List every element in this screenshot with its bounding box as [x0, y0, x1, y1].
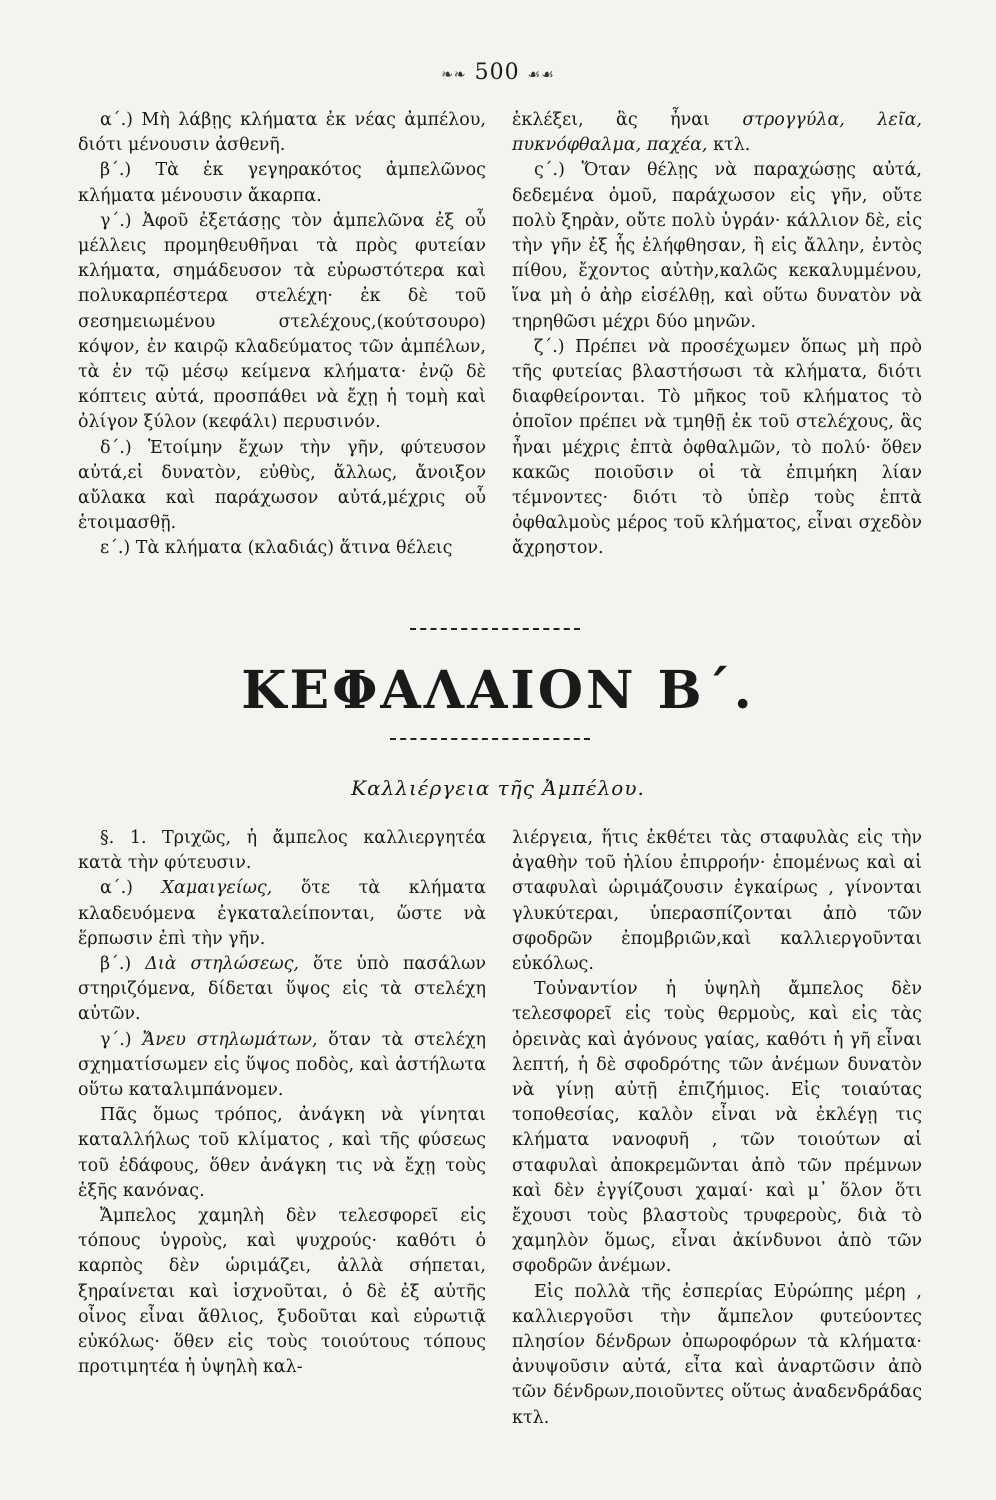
chapter-subtitle: Καλλιέργεια τῆς Ἀμπέλου. [351, 776, 645, 800]
italic-text: Χαμαιγείως, [161, 878, 273, 899]
text-run: ὅτε τὰ κλήματα κλαδευόμενα ἐγκαταλείπονται, ὥστε νὰ ἕρπωσιν ἐπὶ τὴν γῆν. [78, 878, 486, 949]
paragraph: γ΄.) Ἀφοῦ ἐξετάσῃς τὸν ἀμπελῶνα ἐξ οὗ μέλλεις προμηθευθῆναι τὰ πρὸς φυτείαν κλήματα, σημάδευσον τὰ εὐρωστότερα καὶ πολυκαρπέστερα στελέχη· ἐκ δὲ τοῦ σεσημειωμένου στελέχους,(κούτσουρο) κόψον, ἐν καιρῷ κλαδεύματος τῶν ἀμπέλων, τὰ ἐν τῷ μέσῳ κείμενα κλήματα· ἐνῷ δὲ κόπτεις αὐτά, προσπάθει νὰ ἔχῃ ἡ τομὴ καὶ ὀλίγον ξύλον (κεφάλι) περυσινόν. [78, 210, 486, 433]
paragraph: ς΄.) Ὅταν θέλῃς νὰ παραχώσῃς αὐτά, δεδεμένα ὁμοῦ, παράχωσον εἰς γῆν, οὔτε πολὺ ξηρὰν, οὔτε πολὺ ὑγράν· κάλλιον δὲ, εἰς τὴν γῆν ἐξ ἧς ἐλήφθησαν, ἢ εἰς ἄλλην, ἐντὸς πίθου, ἔχοντος αὐτὴν,καλῶς κεκαλυμμένου, ἵνα μὴ ὁ ἀὴρ εἰσέλθῃ, καὶ οὕτω δυνατὸν νὰ τηρηθῶσι μέχρι δύο μηνῶν. [512, 160, 922, 332]
text-run: ἐκλέξει, ἃς ἦναι [512, 110, 743, 130]
ornamental-rule [390, 738, 590, 740]
top-right-column [512, 108, 922, 562]
item-label: β΄.) [100, 954, 146, 975]
item-label: α΄.) [100, 878, 162, 899]
chapter-heading: ΚΕΦΑΛΑΙΟΝ Β΄. [241, 660, 755, 721]
paragraph: Πᾶς ὅμως τρόπος, ἀνάγκη νὰ γίνηται καταλλήλως τοῦ κλίματος , καὶ τῆς φύσεως τοῦ ἐδάφους, ὅθεν ἀνάγκη τις νὰ ἔχῃ τοὺς ἑξῆς κανόνας. [78, 1105, 486, 1201]
page-number [0, 60, 996, 85]
italic-text: Διὰ στηλώσεως, [145, 954, 299, 975]
page-number-text: 500 [474, 60, 520, 85]
paragraph [78, 876, 486, 952]
ornamental-rule [410, 628, 580, 630]
ornament-left: ❧❧ [441, 67, 467, 83]
bottom-left-column [78, 826, 486, 1380]
paragraph: α΄.) Μὴ λάβῃς κλήματα ἐκ νέας ἀμπέλου, διότι μένουσιν ἀσθενῆ. [78, 110, 486, 156]
paragraph [78, 952, 486, 1028]
text-run: ὅτε ὑπὸ πασάλων στηριζόμενα, δίδεται ὕψος εἰς τὰ στελέχη αὐτῶν. [78, 954, 486, 1025]
item-label: γ΄.) [100, 1029, 143, 1050]
paragraph: Εἰς πολλὰ τῆς ἑσπερίας Εὐρώπης μέρη , καλλιεργοῦσι τὴν ἄμπελον φυτεύοντες πλησίον δένδρων ὀπωροφόρων τὰ κλήματα· ἀνυψοῦσιν αὐτά, εἶτα καὶ ἀναρτῶσιν ἀπὸ τῶν δένδρων,ποιοῦντες οὕτως ἀναδενδράδας κτλ. [512, 1281, 922, 1428]
paragraph: Τοὐναντίον ἡ ὑψηλὴ ἄμπελος δὲν τελεσφορεῖ εἰς τοὺς θερμοὺς, καὶ εἰς τὰς ὀρεινὰς καὶ ἀγόνους γαίας, καθότι ἡ γῆ εἶναι λεπτή, ἡ δὲ σφοδρότης τῶν ἀνέμων δυνατὸν νὰ γίνῃ αὐτῇ ἐπιζήμιος. Εἰς τοιαύτας τοποθεσίας, καλὸν εἶναι νὰ ἐκλέγῃ τις κλήματα νανοφυῆ , τῶν τοιούτων αἱ σταφυλαὶ ἀποκρεμῶνται ἀπὸ τῶν πρέμνων καὶ δὲν ἐγγίζουσι χαμαί· καὶ μ᾽ ὅλον ὅτι ἔχουσι τοὺς βλαστοὺς τρυφεροὺς, διὰ τὸ χαμηλὸν ὅμως, εἶναι ἀκίνδυνοι ἀπὸ τῶν σφοδρῶν ἀνέμων. [512, 979, 922, 1277]
text-run: κτλ. [707, 135, 751, 156]
bottom-right-column [512, 826, 922, 1431]
italic-text: στρογγύλα, λεῖα, πυκνόφθαλμα, παχέα, [512, 110, 922, 156]
paragraph: λιέργεια, ἥτις ἐκθέτει τὰς σταφυλὰς εἰς τὴν ἀγαθὴν τοῦ ἡλίου ἐπιρροήν· ἑπομένως καὶ αἱ σταφυλαὶ ὡριμάζουσιν ἐγκαίρως , γίνονται γλυκύτεραι, ὑπερασπίζονται ἀπὸ τῶν σφοδρῶν ἐπομβριῶν,καὶ καλλιεργοῦνται εὐκόλως. [512, 828, 922, 975]
paragraph: ε΄.) Τὰ κλήματα (κλαδιάς) ἅτινα θέλεις [100, 538, 453, 559]
top-left-column [78, 108, 486, 562]
paragraph: Ἄμπελος χαμηλὴ δὲν τελεσφορεῖ εἰς τόπους ὑγροὺς, καὶ ψυχρούς· καθότι ὁ καρπὸς δὲν ὡριμάζει, ἀλλὰ σήπεται, ξηραίνεται καὶ ἰσχνοῦται, ὁ δὲ ἐξ αὐτῆς οἶνος εἶναι ἄθλιος, ξυδοῦται καὶ εὐρωτιᾷ εὐκόλως· ὅθεν εἰς τοὺς τοιούτους τόπους προτιμητέα ἡ ὑψηλὴ καλ- [78, 1206, 486, 1378]
paragraph: δ΄.) Ἑτοίμην ἔχων τὴν γῆν, φύτευσον αὐτά,εἰ δυνατὸν, εὐθὺς, ἄλλως, ἄνοιξον αὔλακα καὶ παράχωσον αὐτά,μέχρις οὗ ἑτοιμασθῇ. [78, 437, 486, 534]
italic-text: Ἄνευ στηλωμάτων, [142, 1029, 318, 1050]
paragraph: ζ΄.) Πρέπει νὰ προσέχωμεν ὅπως μὴ πρὸ τῆς φυτείας βλαστήσωσι τὰ κλήματα, διότι διαφθείρονται. Τὸ μῆκος τοῦ κλήματος τὸ ὁποῖον πρέπει νὰ τμηθῇ ἐκ τοῦ στελέχους, ἃς ἦναι μέχρις ἑπτὰ ὀφθαλμῶν, τὸ πολύ· ὅθεν κακῶς ποιοῦσιν οἱ τὰ ἐπιμήκη λίαν τέμνοντες· διότι τὸ ὑπὲρ τοὺς ἑπτὰ ὀφθαλμοὺς μέρος τοῦ κλήματος, εἶναι σχεδὸν ἄχρηστον. [512, 336, 922, 559]
ornament-right: ☙☙ [527, 67, 555, 83]
paragraph [512, 108, 922, 158]
paragraph: §. 1. Τριχῶς, ἡ ἄμπελος καλλιεργητέα κατὰ τὴν φύτευσιν. [78, 828, 486, 874]
paragraph: β΄.) Τὰ ἐκ γεγηρακότος ἀμπελῶνος κλήματα μένουσιν ἄκαρπα. [78, 160, 486, 206]
text-run: ὅταν τὰ στελέχη σχηματίσωμεν εἰς ὕψος ποδὸς, καὶ ἀστήλωτα οὕτω καταλιμπάνομεν. [78, 1029, 486, 1101]
paragraph [78, 1028, 486, 1104]
